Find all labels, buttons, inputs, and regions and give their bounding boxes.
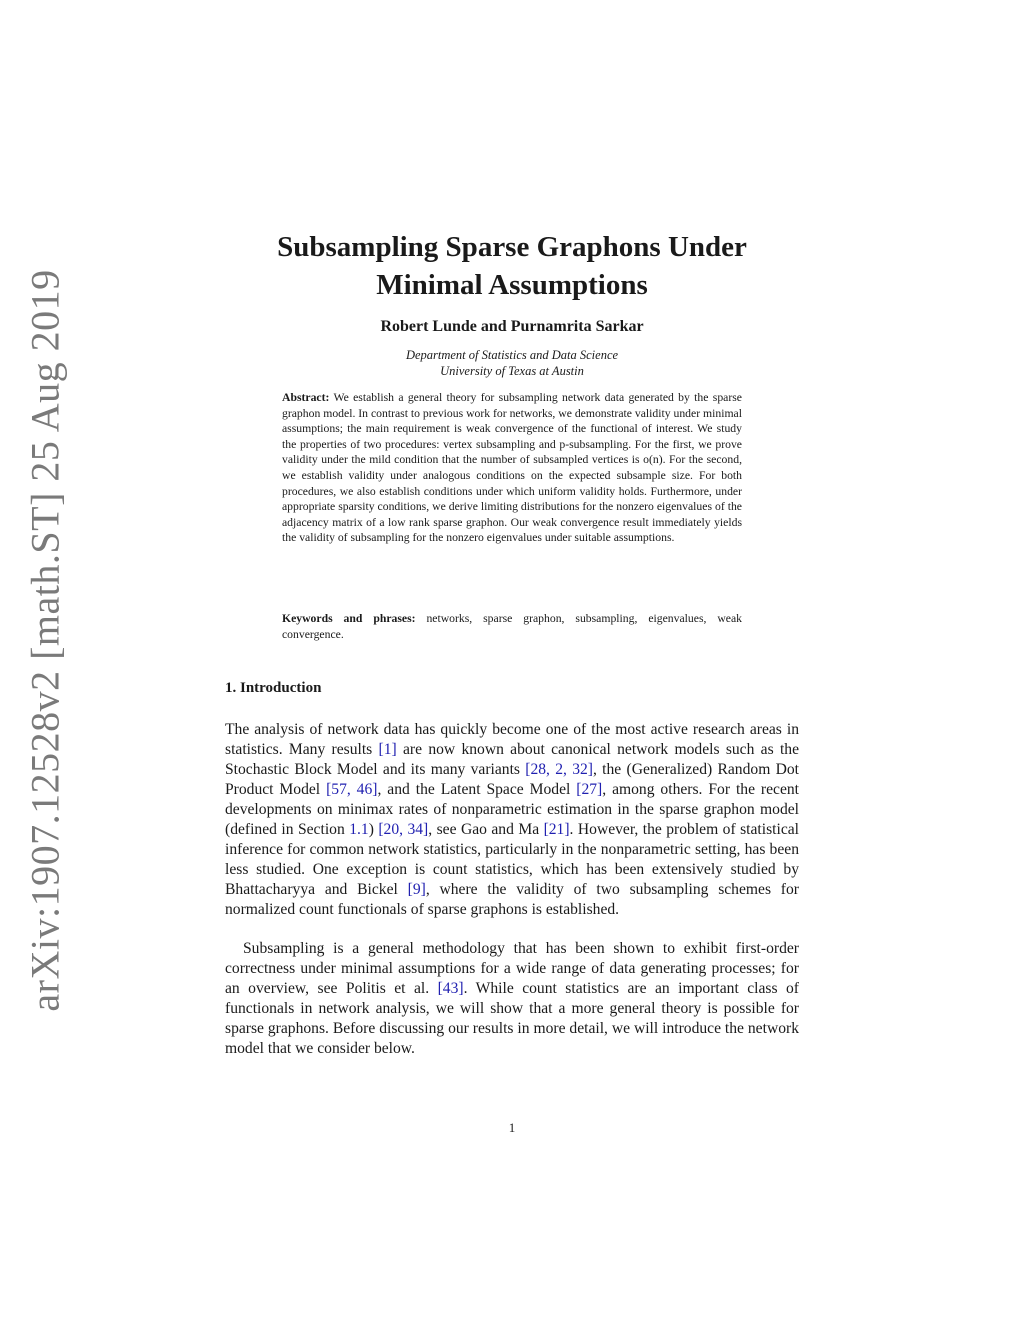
p1-text-9: , where the validity of two subsampling schemes for normalized count functionals of sparse graphons is established. — [225, 881, 799, 918]
intro-paragraph-2 — [225, 939, 799, 1059]
p1-text-2: are now known about canonical network models such as the Stochastic Block Model and its many variants — [225, 741, 799, 778]
p1-text-5: , among others. For the recent developments on minimax rates of nonparametric estimation in the sparse graphon model (defined in Section — [225, 781, 800, 838]
p1-text-4: , and the Latent Space Model — [377, 781, 577, 798]
affiliation — [200, 347, 824, 379]
page-number: 1 — [508, 1120, 516, 1135]
affiliation-university: University of Texas at Austin — [440, 364, 584, 378]
citation-link[interactable]: [21] — [543, 821, 570, 838]
keywords-text: networks, sparse graphon, subsampling, eigenvalues, weak convergence. — [282, 612, 742, 641]
title-line-1: Subsampling Sparse Graphons Under — [277, 231, 747, 263]
abstract-text: We establish a general theory for subsampling network data generated by the sparse graphon model. In contrast to previous work for networks, we demonstrate validity under minimal assumptions; the main requirement is weak convergence of the functional of interest. We study the properties of two procedures: vertex subsampling and p-subsampling. For the first, we prove validity under the mild condition that the number of subsampled vertices is o(n). For the second, we establish validity under analogous conditions on the expected subsample size. For both procedures, we also establish conditions under which uniform validity holds. Furthermore, under appropriate sparsity conditions, we derive limiting distributions for the nonzero eigenvalues of the adjacency matrix of a low rank sparse graphon. Our weak convergence result immediately yields the validity of subsampling for the nonzero eigenvalues under suitable assumptions. — [282, 391, 742, 545]
arxiv-identifier-stamp — [20, 268, 70, 1012]
title-line-2: Minimal Assumptions — [376, 269, 648, 301]
keywords-label: Keywords and phrases: — [282, 612, 416, 625]
p1-text-3: , the (Generalized) Random Dot Product Model — [225, 761, 799, 798]
citation-link[interactable]: [20, 34] — [378, 821, 429, 838]
citation-link[interactable]: [9] — [407, 881, 426, 898]
p1-text-1: The analysis of network data has quickly become one of the most active research areas in statistics. Many results — [225, 721, 799, 758]
citation-link[interactable]: [57, 46] — [326, 781, 378, 798]
section-heading-introduction: 1. Introduction — [225, 680, 322, 696]
paper-title — [200, 228, 824, 304]
citation-link[interactable]: [43] — [437, 980, 464, 997]
p2-text-2: . While count statistics are an important class of functionals in network analysis, we will show that a more general theory is possible for sparse graphons. Before discussing our results in more detail, we will introduce the network model that we consider below. — [225, 980, 799, 1057]
abstract-label: Abstract: — [282, 391, 330, 404]
abstract — [282, 390, 742, 546]
p2-text-1: Subsampling is a general methodology that has been shown to exhibit first-order correctness under minimal assumptions for a wide range of data generating processes; for an overview, see Politis et al. — [225, 940, 799, 997]
citation-link[interactable]: [27] — [576, 781, 603, 798]
p1-text-6: ) — [368, 821, 379, 838]
section-reference-link[interactable]: 1.1 — [349, 821, 369, 838]
citation-link[interactable]: [28, 2, 32] — [525, 761, 593, 778]
keywords — [282, 611, 742, 642]
p1-text-7: , see Gao and Ma — [428, 821, 544, 838]
citation-link[interactable]: [1] — [378, 741, 397, 758]
author-list: Robert Lunde and Purnamrita Sarkar — [380, 318, 644, 335]
p1-text-8: . However, the problem of statistical inference for common network statistics, particularly in the nonparametric setting, has been less studied. One exception is count statistics, which has been extensively studied by Bhattacharyya and Bickel — [225, 821, 799, 898]
affiliation-department: Department of Statistics and Data Science — [405, 348, 619, 362]
arxiv-identifier-text: arXiv:1907.12528v2 [math.ST] 25 Aug 2019 — [22, 268, 68, 1012]
intro-paragraph-1 — [225, 720, 799, 920]
